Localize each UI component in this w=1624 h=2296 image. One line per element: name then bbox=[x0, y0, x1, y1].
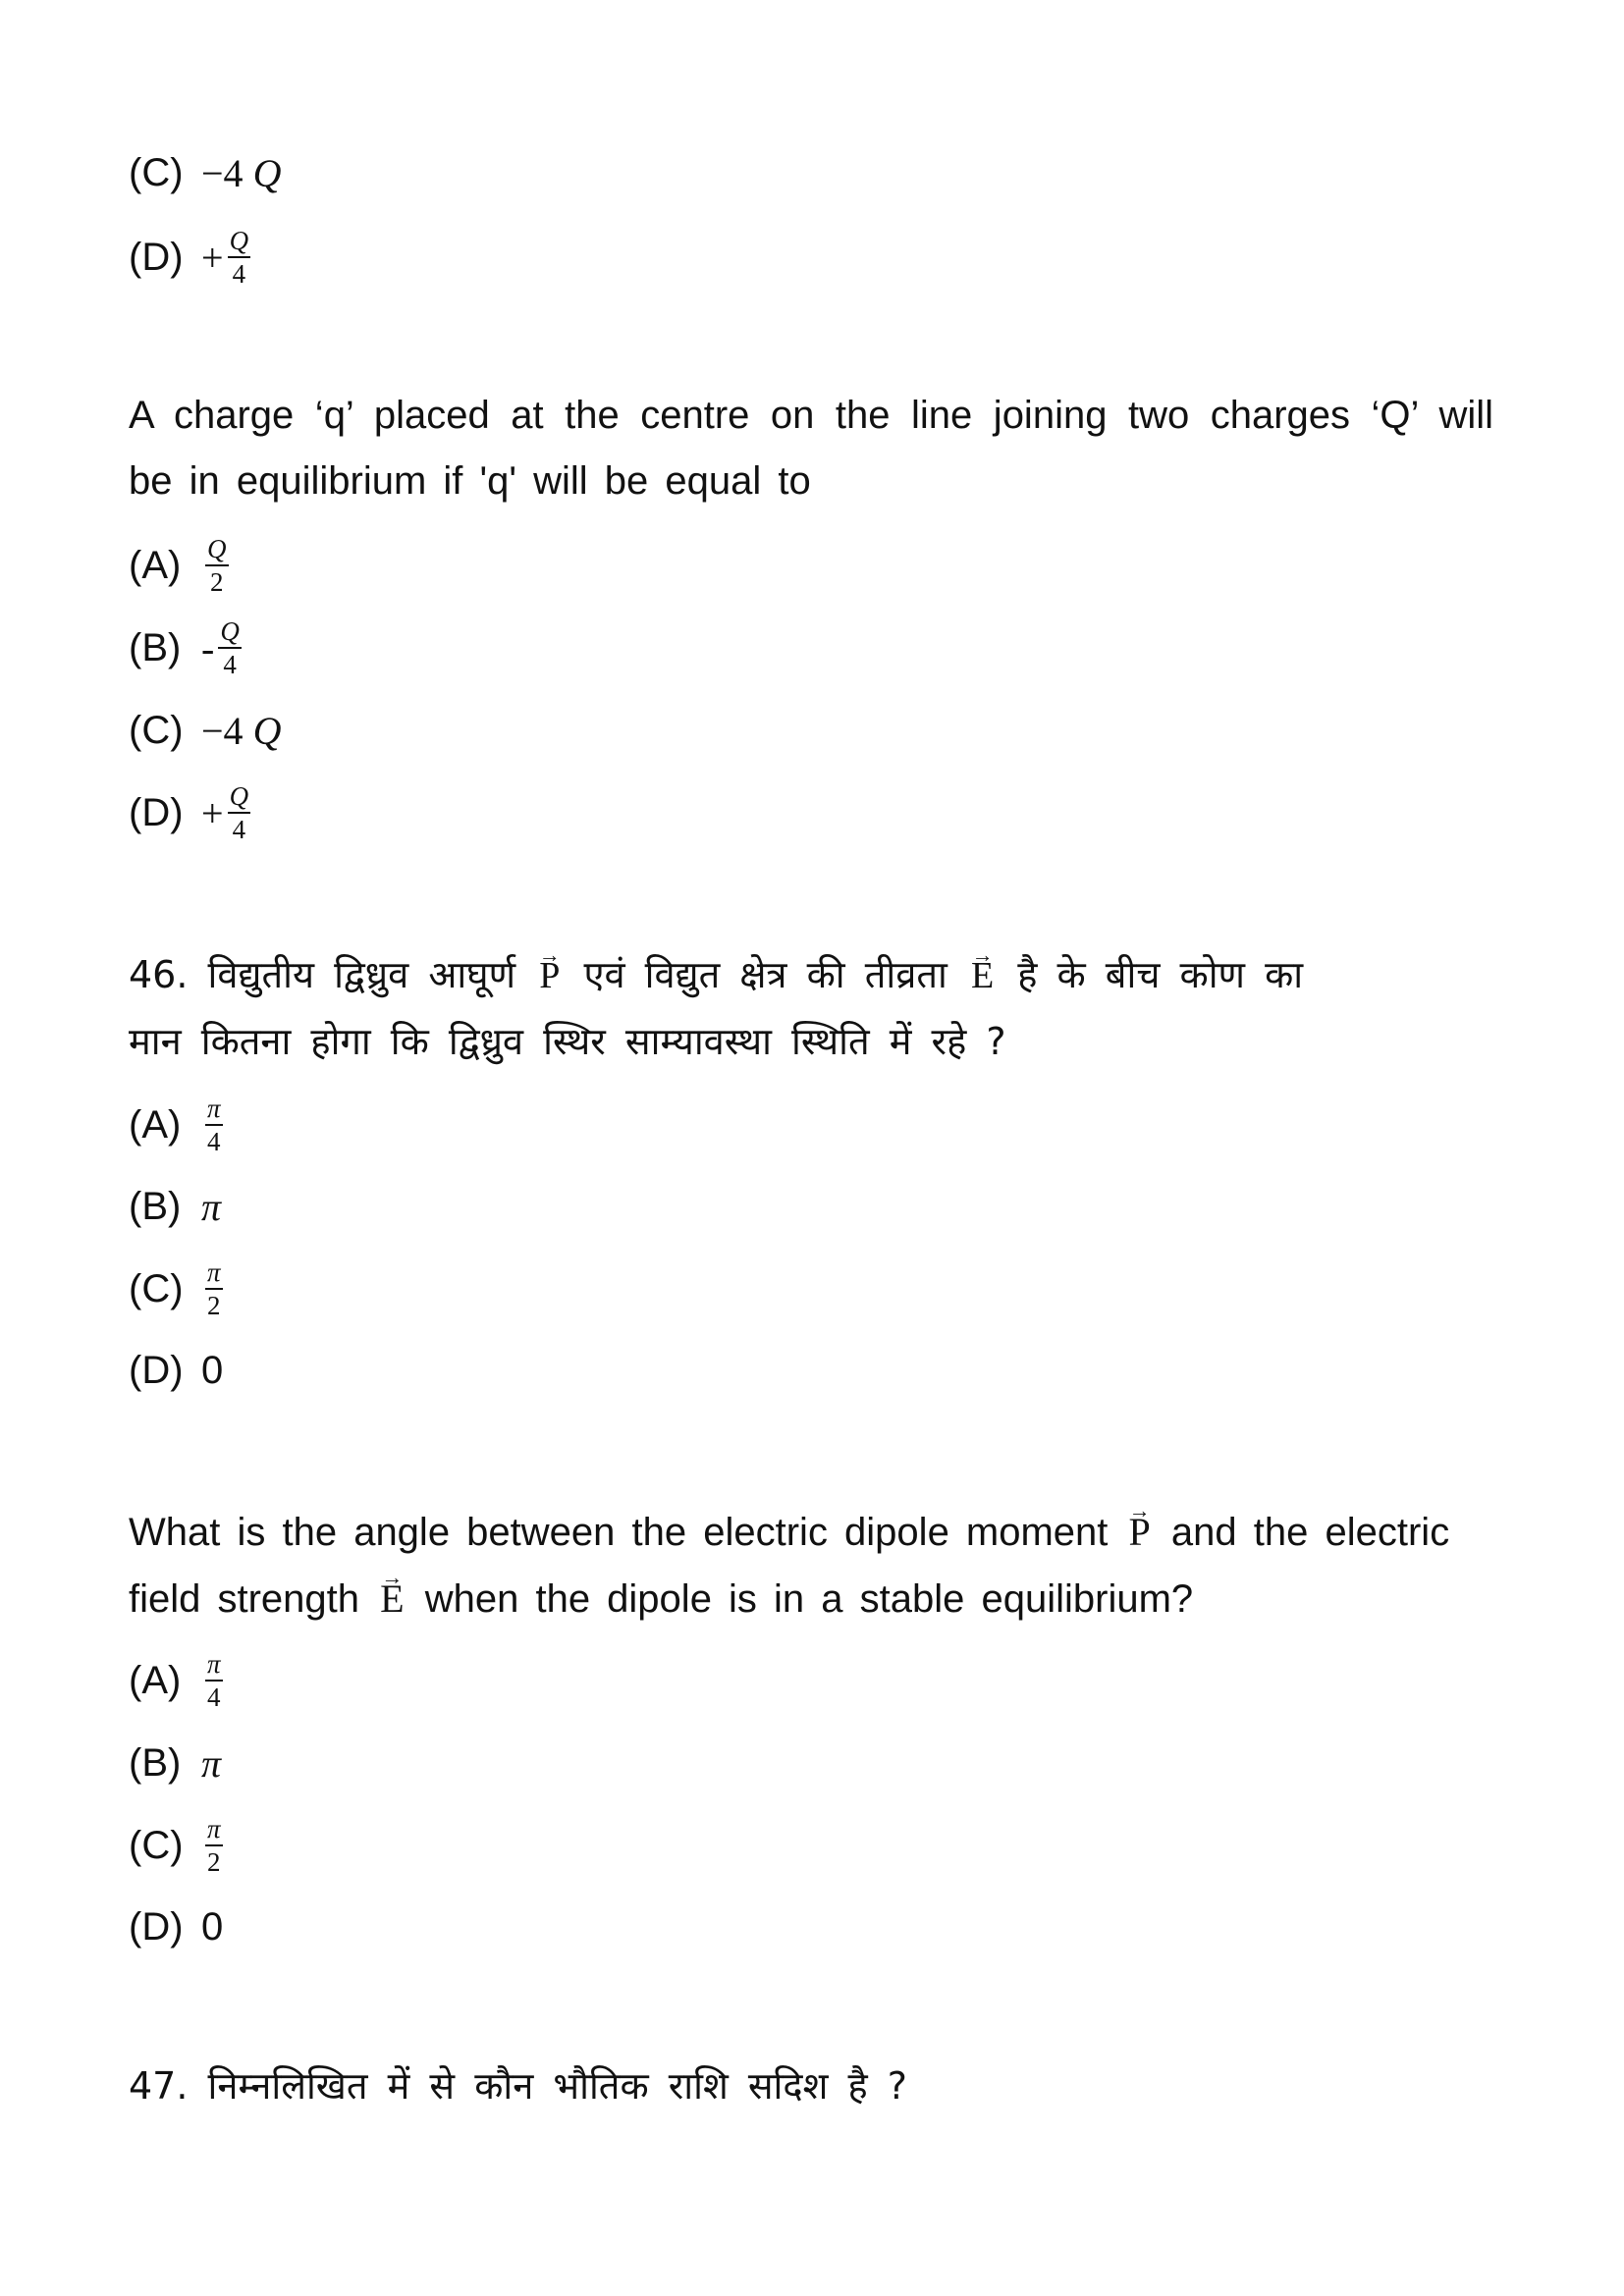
q45-option-c bbox=[129, 691, 281, 770]
fraction: $\frac{Q}{4}$ bbox=[229, 225, 249, 289]
option-label: (A) bbox=[129, 1102, 182, 1147]
option-value: π bbox=[201, 1740, 222, 1786]
option-value: - $\frac{Q}{4}$ bbox=[201, 615, 240, 679]
question-47-hindi-text: 47. निम्नलिखित में से कौन भौतिक राशि सदिश है ? bbox=[129, 2064, 907, 2108]
fraction: $\frac{Q}{2}$ bbox=[207, 533, 227, 597]
option-value: + $\frac{Q}{4}$ bbox=[201, 225, 249, 289]
vector-e-symbol: → E bbox=[967, 943, 998, 1009]
option-value: π bbox=[201, 1184, 222, 1229]
option-value bbox=[201, 1256, 223, 1320]
q46e-option-b bbox=[129, 1724, 221, 1802]
option-value bbox=[201, 1813, 223, 1877]
option-value bbox=[201, 533, 229, 597]
option-d-prev bbox=[129, 218, 250, 296]
q46e-option-c bbox=[129, 1806, 223, 1885]
option-value: 0 bbox=[201, 1348, 224, 1392]
option-label: (D) bbox=[129, 1348, 184, 1392]
option-label: (B) bbox=[129, 1740, 182, 1785]
fraction: $\frac{Q}{4}$ bbox=[220, 615, 240, 679]
option-label: (D) bbox=[129, 1904, 184, 1949]
option-value: 0 bbox=[201, 1904, 224, 1949]
option-label: (B) bbox=[129, 625, 182, 669]
option-value: −4 Q bbox=[201, 708, 282, 753]
question-46-hindi-text: 46. विद्युतीय द्विध्रुव आघूर्ण → P एवं विद्युत क्षेत्र की तीव्रता → E है के बीच कोण का मान कितना होगा कि द्विध्रुव स्थिर साम्यावस्था स्थिति में रहे ? bbox=[129, 942, 1493, 1075]
option-value: −4 Q bbox=[201, 150, 282, 195]
question-number: 47. bbox=[129, 2064, 189, 2108]
q46h-option-c bbox=[129, 1250, 223, 1328]
fraction: $\frac{\pi}{2}$ bbox=[207, 1813, 221, 1877]
option-value: + $\frac{Q}{4}$ bbox=[201, 780, 249, 844]
option-value bbox=[201, 1648, 223, 1712]
option-label: (C) bbox=[129, 1823, 184, 1867]
q45-option-a bbox=[129, 526, 229, 605]
option-label: (B) bbox=[129, 1184, 182, 1228]
question-46-english-text: What is the angle between the electric dipole moment → P and the electric field strength → E when the dipole is in a stable equilibrium? bbox=[129, 1499, 1493, 1632]
option-label: (A) bbox=[129, 543, 182, 587]
vector-p-symbol: → P bbox=[1125, 1499, 1155, 1565]
option-label: (D) bbox=[129, 235, 184, 279]
option-c-prev bbox=[129, 133, 281, 212]
question-number: 46. bbox=[129, 953, 189, 996]
vector-p-symbol: → P bbox=[535, 943, 564, 1009]
q46e-option-d bbox=[129, 1888, 223, 1966]
option-label: (C) bbox=[129, 1266, 184, 1310]
option-value bbox=[201, 1095, 223, 1155]
vector-e-symbol: → E bbox=[376, 1566, 407, 1631]
option-label: (C) bbox=[129, 150, 184, 194]
q45-option-d bbox=[129, 774, 250, 852]
q46e-option-a bbox=[129, 1641, 223, 1720]
option-label: (D) bbox=[129, 790, 184, 834]
q45-option-b bbox=[129, 609, 242, 687]
option-label: (C) bbox=[129, 708, 184, 752]
fraction: $\frac{\pi}{4}$ bbox=[207, 1648, 221, 1712]
fraction: $\frac{\pi}{2}$ bbox=[207, 1256, 221, 1320]
q46h-option-a bbox=[129, 1086, 223, 1164]
fraction: $\frac{\pi}{4}$ bbox=[207, 1093, 221, 1156]
fraction: $\frac{Q}{4}$ bbox=[229, 780, 249, 844]
option-label: (A) bbox=[129, 1658, 182, 1702]
q46h-option-b bbox=[129, 1167, 221, 1246]
q46h-option-d bbox=[129, 1331, 223, 1410]
question-45-english-text: A charge ‘q’ placed at the centre on the line joining two charges ‘Q’ will be in equilibrium if 'q' will be equal to bbox=[129, 394, 1493, 503]
